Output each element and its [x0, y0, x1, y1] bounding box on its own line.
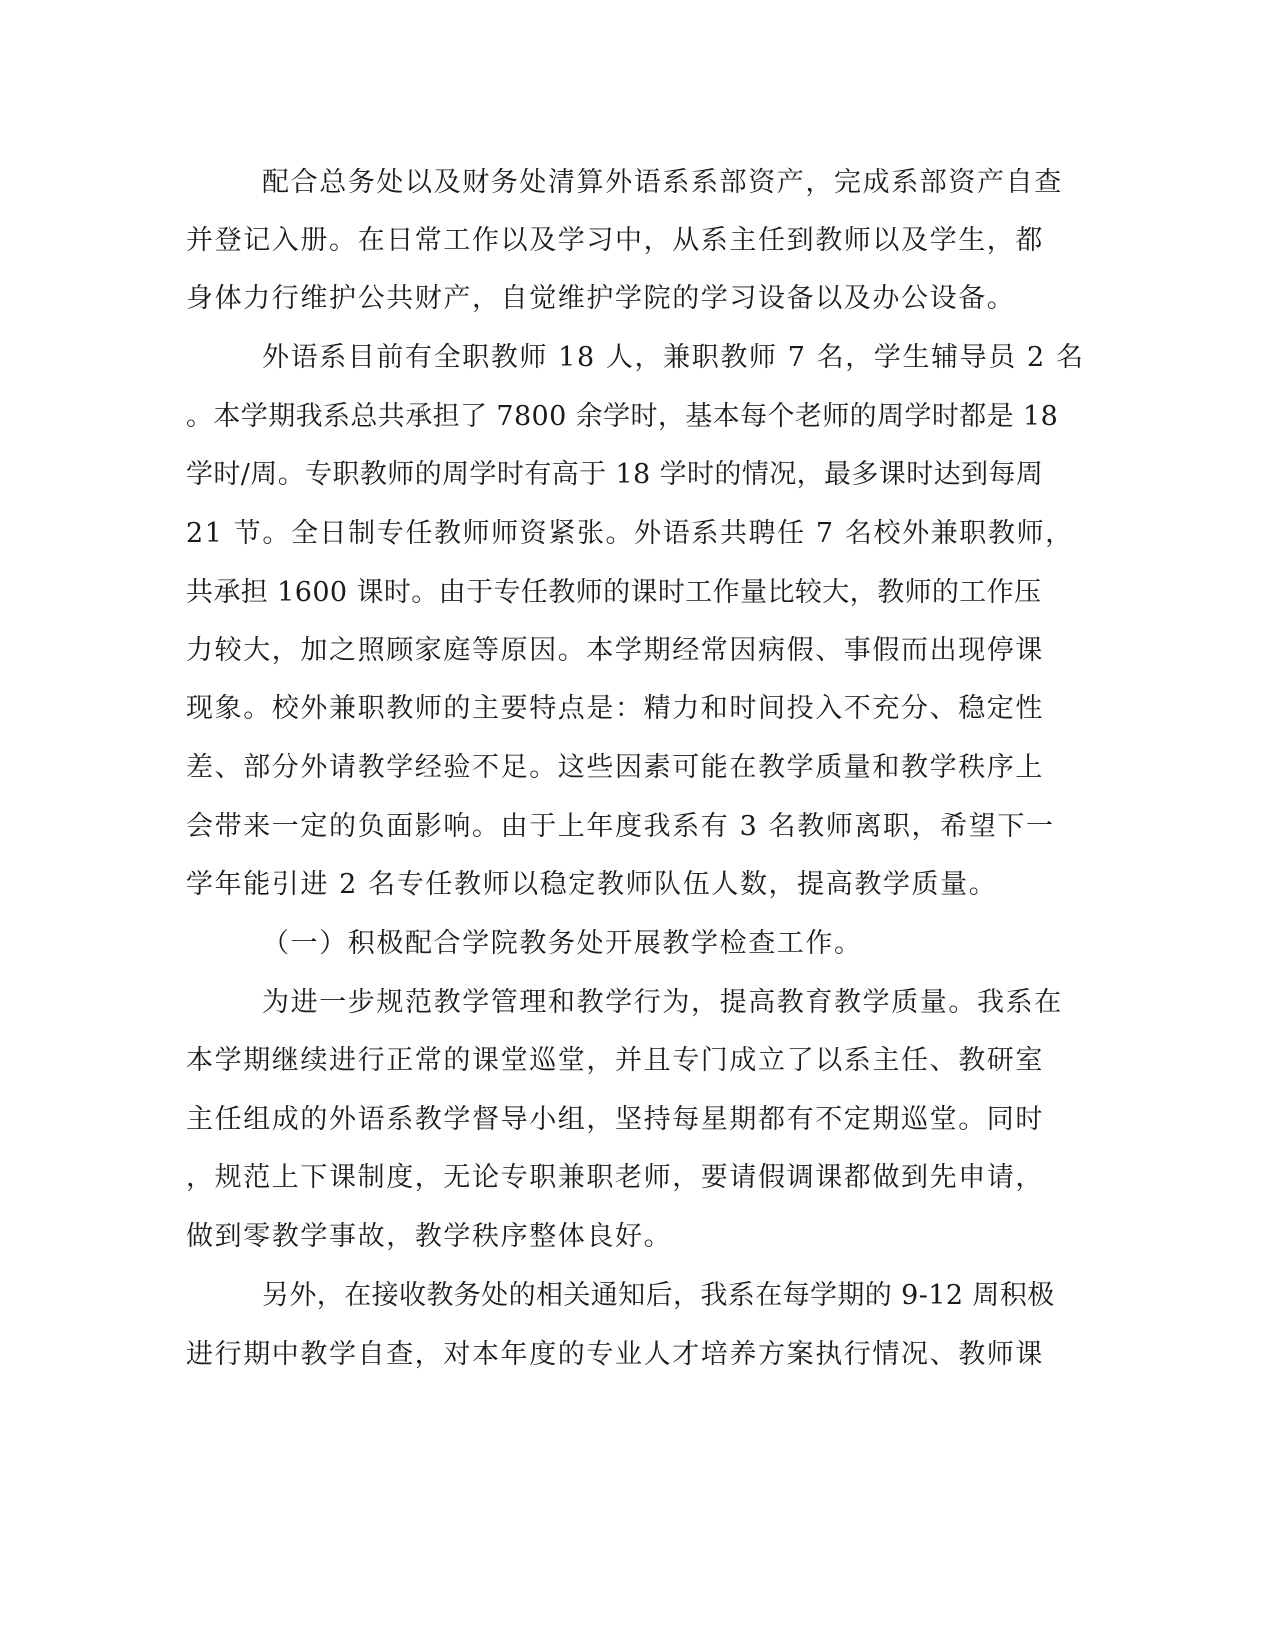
- text-line: 现象。校外兼职教师的主要特点是：精力和时间投入不充分、稳定性: [186, 693, 1044, 724]
- text-line: 身体力行维护公共财产，自觉维护学院的学习设备以及办公设备。: [186, 283, 1016, 314]
- text-line: 配合总务处以及财务处清算外语系系部资产，完成系部资产自查: [262, 167, 1063, 198]
- text-line: 本学期继续进行正常的课堂巡堂，并且专门成立了以系主任、教研室: [186, 1045, 1044, 1076]
- text-line: 会带来一定的负面影响。由于上年度我系有 3 名教师离职，希望下一: [186, 811, 1055, 842]
- text-line: 做到零教学事故，教学秩序整体良好。: [186, 1221, 673, 1252]
- text-line: 主任组成的外语系教学督导小组，坚持每星期都有不定期巡堂。同时: [186, 1104, 1044, 1135]
- text-line: 学时/周。专职教师的周学时有高于 18 学时的情况，最多课时达到每周: [186, 459, 1044, 490]
- text-line: 力较大，加之照顾家庭等原因。本学期经常因病假、事假而出现停课: [186, 635, 1044, 666]
- section-heading: （一）积极配合学院教务处开展教学检查工作。: [262, 928, 863, 959]
- text-line: ，规范上下课制度，无论专职兼职老师，要请假调课都做到先申请，: [186, 1162, 1044, 1193]
- text-line: 。本学期我系总共承担了 7800 余学时，基本每个老师的周学时都是 18: [186, 401, 1059, 432]
- text-line: 为进一步规范教学管理和教学行为，提高教育教学质量。我系在: [262, 987, 1063, 1018]
- text-line: 另外，在接收教务处的相关通知后，我系在每学期的 9-12 周积极: [262, 1280, 1055, 1311]
- text-line: 共承担 1600 课时。由于专任教师的课时工作量比较大，教师的工作压: [186, 577, 1042, 608]
- text-line: 21 节。全日制专任教师师资紧张。外语系共聘任 7 名校外兼职教师，: [186, 518, 1074, 549]
- text-line: 学年能引进 2 名专任教师以稳定教师队伍人数，提高教学质量。: [186, 869, 998, 900]
- text-line: 差、部分外请教学经验不足。这些因素可能在教学质量和教学秩序上: [186, 752, 1044, 783]
- text-line: 外语系目前有全职教师 18 人，兼职教师 7 名，学生辅导员 2 名: [262, 342, 1085, 373]
- text-line: 进行期中教学自查，对本年度的专业人才培养方案执行情况、教师课: [186, 1339, 1044, 1370]
- text-line: 并登记入册。在日常工作以及学习中，从系主任到教师以及学生，都: [186, 225, 1044, 256]
